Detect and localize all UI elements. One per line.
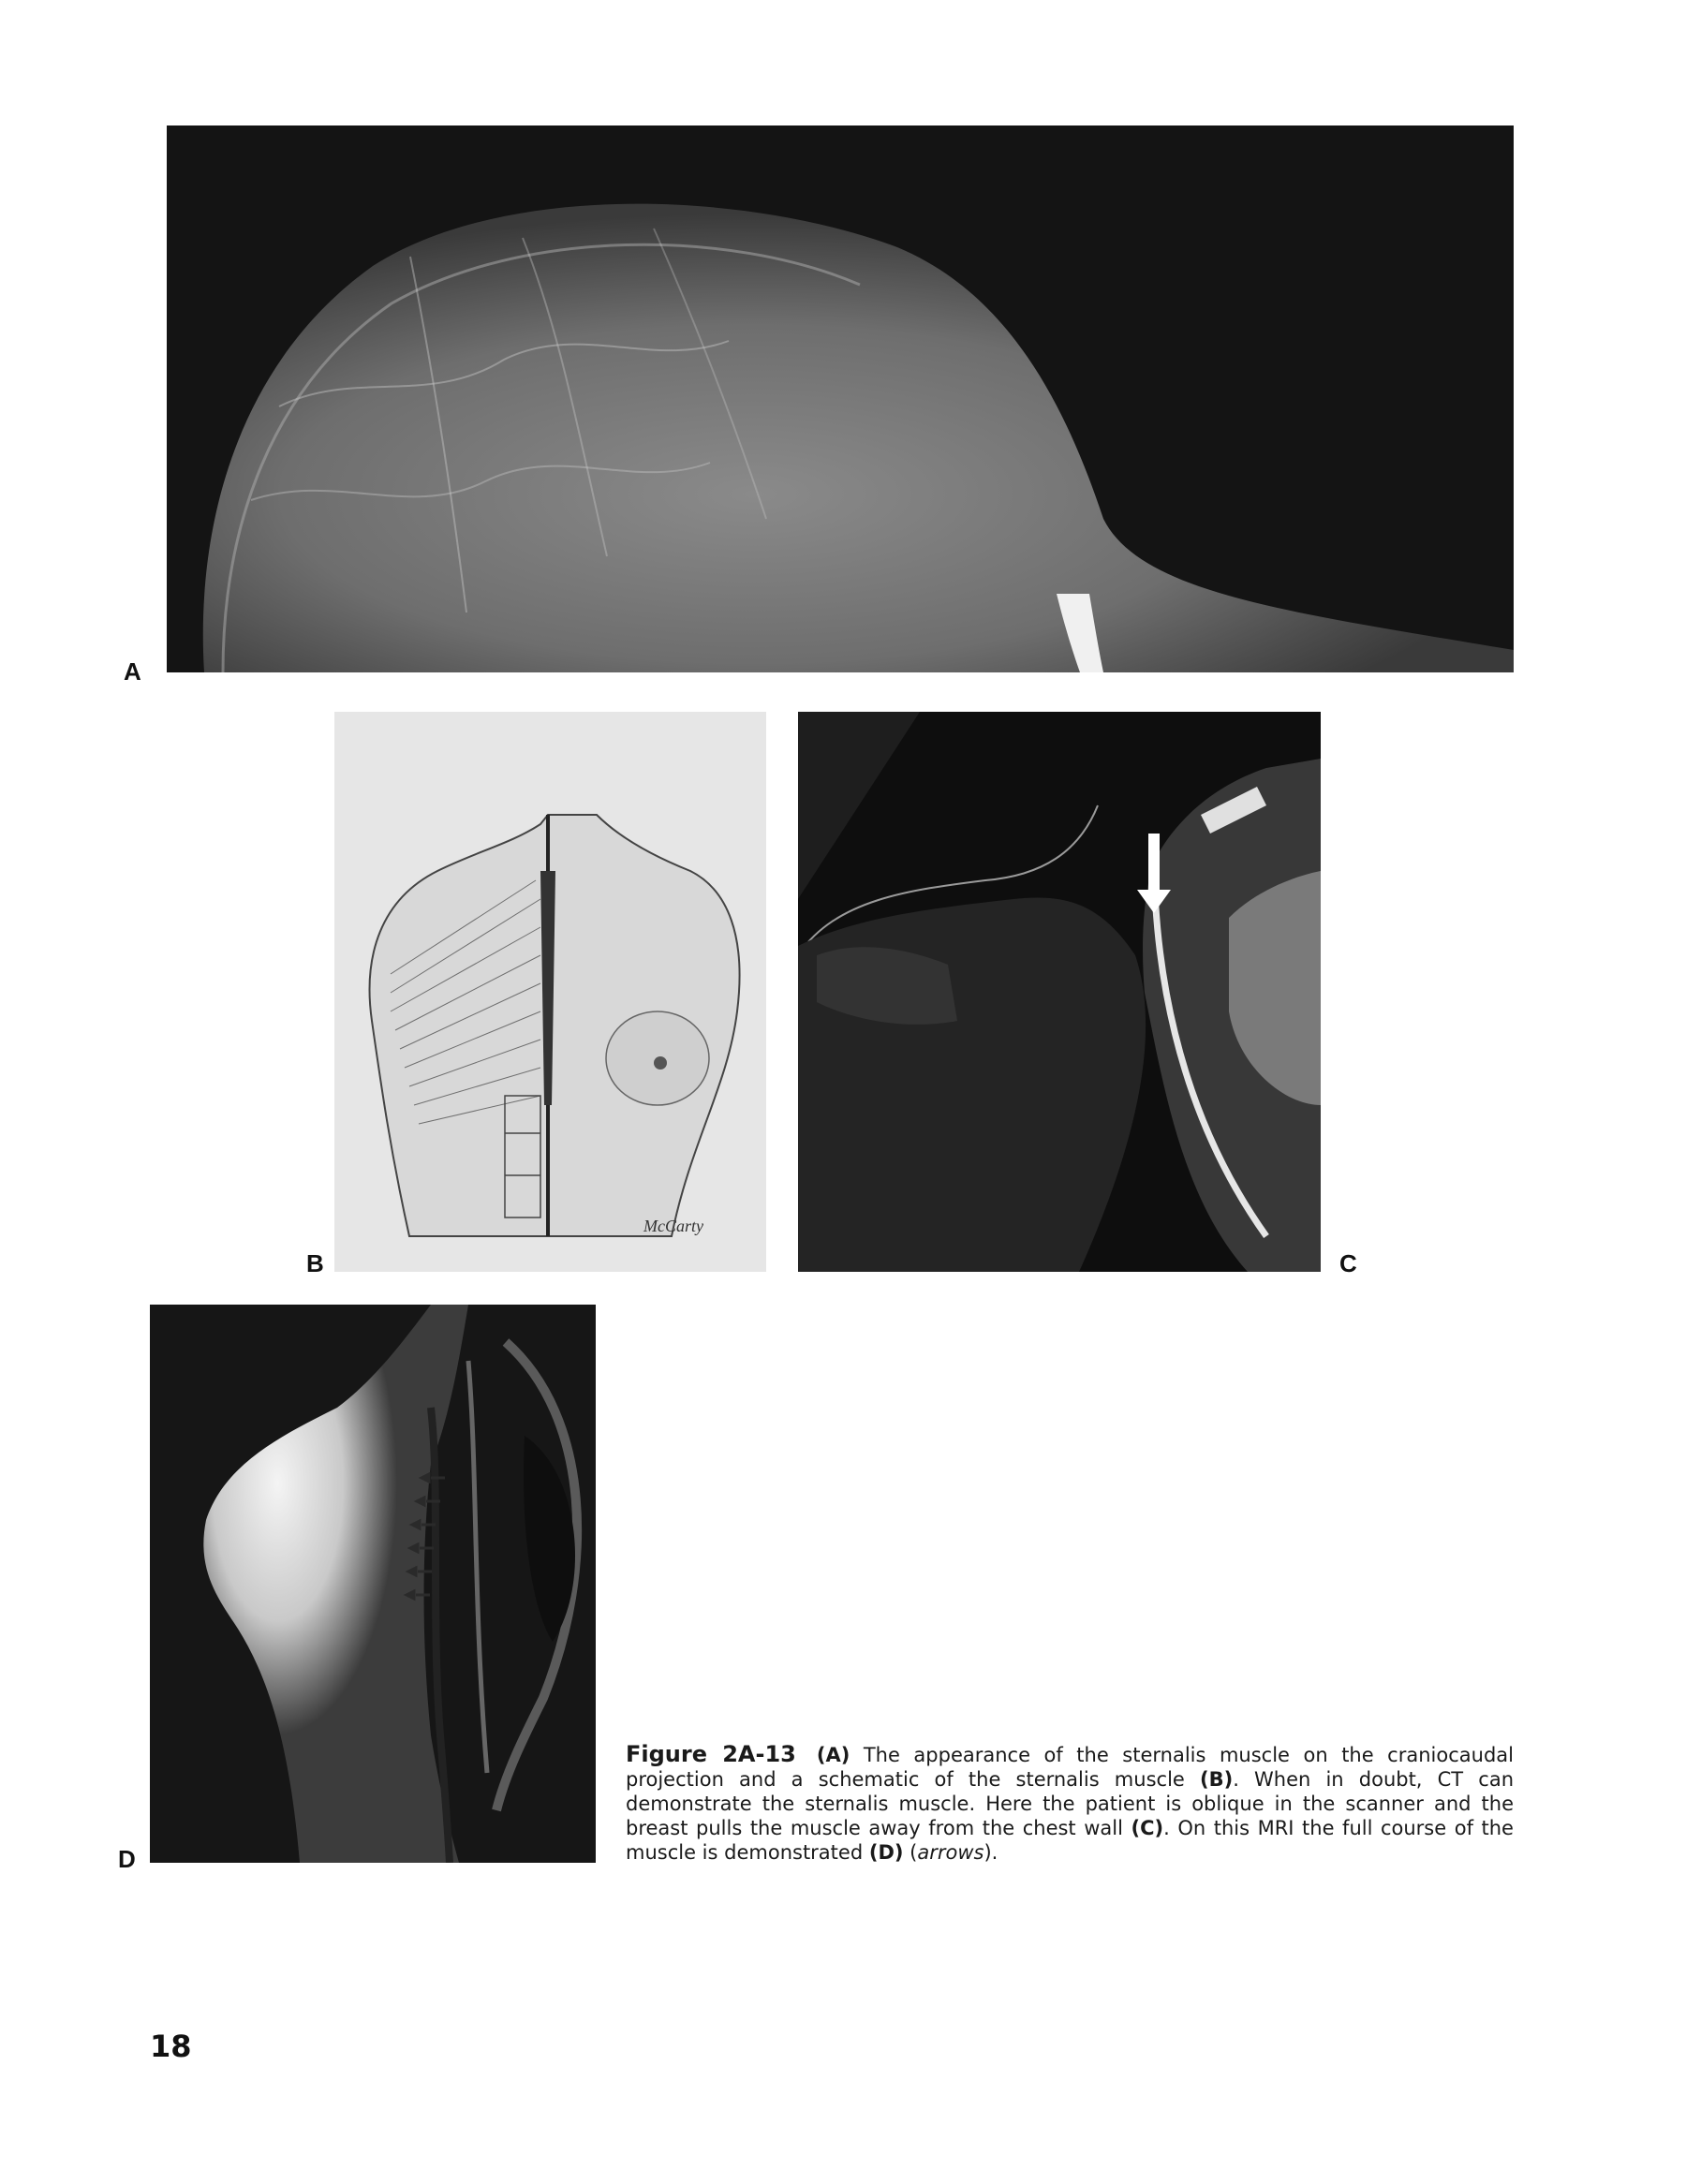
caption-run: (C) — [1131, 1817, 1164, 1839]
ct-scan-image — [798, 712, 1321, 1272]
mammogram-image — [167, 125, 1514, 672]
figure-number: Figure 2A-13 — [626, 1741, 796, 1767]
panel-label-c: C — [1339, 1249, 1357, 1277]
panel-label-a: A — [124, 657, 141, 686]
caption-run: arrows — [917, 1841, 984, 1864]
artist-signature: McCarty — [643, 1217, 703, 1235]
caption-run: The appearance of the sternalis muscle on the craniocaudal projection and a schematic of the sternalis muscle — [626, 1744, 1514, 1791]
caption-run: ). — [984, 1841, 998, 1864]
caption-run: (D) — [868, 1841, 904, 1864]
panel-label-b: B — [306, 1249, 324, 1277]
caption-run: (A) — [816, 1744, 850, 1766]
mri-image — [150, 1305, 596, 1863]
figure-caption — [626, 1742, 1514, 1865]
sternalis-schematic-drawing — [334, 712, 766, 1272]
caption-run: . When in doubt, CT can demonstrate the sternalis muscle. Here the patient is oblique in the scanner and the breast pulls the muscle away from the chest wall — [626, 1768, 1515, 1839]
caption-run: ( — [903, 1841, 918, 1864]
caption-run: . On this MRI the full course of the muscle is demonstrated — [626, 1817, 1514, 1864]
panel-label-d: D — [118, 1845, 136, 1873]
caption-run: (B) — [1199, 1768, 1234, 1791]
page-number: 18 — [150, 2029, 192, 2064]
